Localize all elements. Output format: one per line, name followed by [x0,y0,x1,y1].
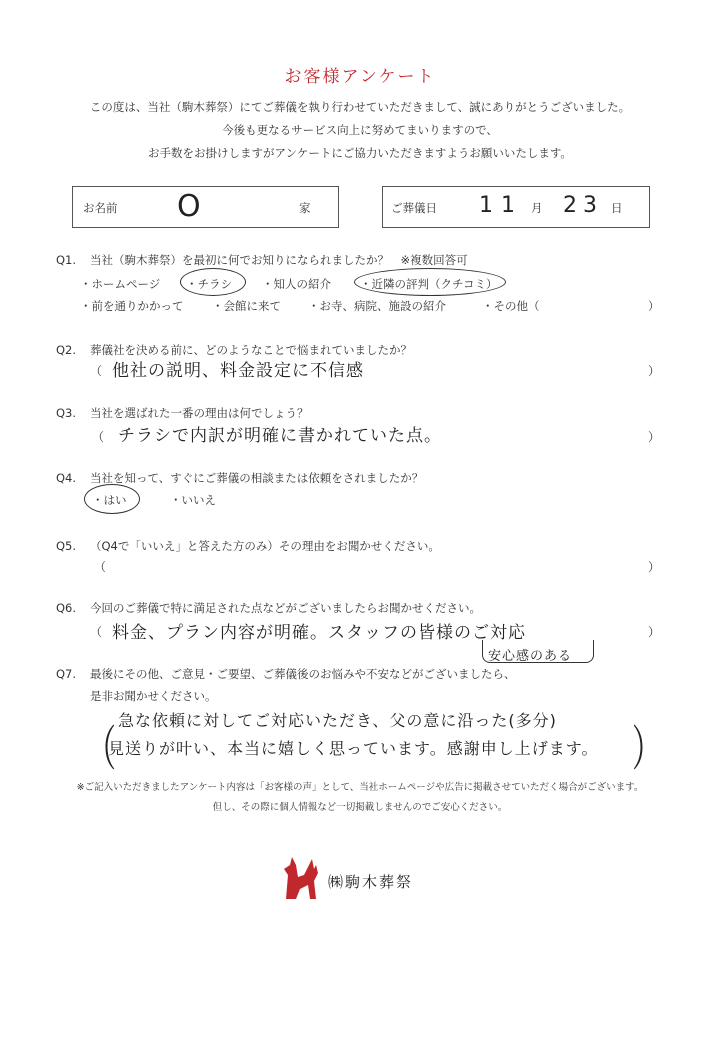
q2-close: ） [648,364,661,378]
name-value: O [177,189,202,224]
q5-text: （Q4で「いいえ」と答えた方のみ）その理由をお聞かせください。 [90,539,440,553]
intro-line-1: この度は、当社（駒木葬祭）にてご葬儀を執り行わせていただきまして、誠にありがとうございました。 [89,100,631,114]
q4-option-no[interactable]: ・いいえ [170,493,216,507]
q6-answer[interactable]: 料金、プラン内容が明確。スタッフの皆様のご対応 [112,623,526,643]
date-box[interactable] [382,186,650,228]
q4-option-yes[interactable]: ・はい [92,493,127,507]
q5-close: ） [648,560,661,574]
company-logo-icon [282,855,322,901]
q1-option-hall[interactable]: ・会館に来て [212,299,281,313]
name-label: お名前 [83,201,118,215]
q7-close: ） [632,721,662,778]
date-month-value: 11 [479,193,523,218]
q7-text-line1: 最後にその他、ご意見・ご要望、ご葬儀後のお悩みや不安などがございましたら、 [90,667,516,681]
q4-yes-circle [84,484,140,514]
q7-open: （ [86,721,116,778]
q6-text: 今回のご葬儀で特に満足された点などがございましたらお聞かせください。 [90,601,481,615]
q1-number: Q1. [56,253,77,267]
company-name: ㈱駒木葬祭 [328,873,414,891]
intro-line-3: お手数をお掛けしますがアンケートにご協力いただきますようお願いいたします。 [148,146,572,160]
q6-insert-bracket [482,640,594,663]
q1-option-friend[interactable]: ・知人の紹介 [262,277,331,291]
name-box[interactable] [72,186,339,228]
q3-close: ） [648,430,661,444]
q5-question [56,538,440,554]
q7-answer-line1[interactable]: 急な依頼に対してご対応いただき、父の意に沿った(多分) [118,711,557,730]
date-label: ご葬儀日 [391,201,437,215]
q2-text: 葬儀社を決める前に、どのようなことで悩まれていましたか？ [90,343,412,357]
q2-number: Q2. [56,343,77,357]
q1-option-flyer[interactable]: ・チラシ [186,277,232,291]
q1-option-neighbor[interactable]: ・近隣の評判（クチコミ） [360,277,498,291]
q1-text: 当社（駒木葬祭）を最初に何でお知りになられましたか？ ※複数回答可 [90,253,468,267]
q4-text: 当社を知って、すぐにご葬儀の相談または依頼をされましたか？ [90,471,424,485]
q2-answer[interactable]: 他社の説明、料金設定に不信感 [112,361,364,381]
q3-text: 当社を選ばれた一番の理由は何でしょう？ [90,406,309,420]
q1-question [56,252,468,268]
q7-question [56,666,516,682]
q1-option-temple[interactable]: ・お寺、病院、施設の紹介 [308,299,446,313]
footer-note-1: ※ご記入いただきましたアンケート内容は「お客様の声」として、当社ホームページや広告に掲載させていただく場合がございます。 [76,782,644,793]
q6-number: Q6. [56,601,77,615]
q2-open: （ [90,364,103,378]
q7-answer-line2[interactable]: 見送りが叶い、本当に嬉しく思っています。感謝申し上げます。 [108,739,599,758]
q1-option-homepage[interactable]: ・ホームページ [80,277,161,291]
q1-option-other[interactable]: ・その他（ [482,299,540,313]
intro-line-2: 今後も更なるサービス向上に努めてまいりますので、 [222,123,498,137]
q1-flyer-circle [180,268,246,296]
survey-title: お客様アンケート [284,67,436,87]
q3-answer[interactable]: チラシで内訳が明確に書かれていた点。 [118,426,442,446]
q6-open: （ [90,625,103,639]
q1-option-passing[interactable]: ・前を通りかかって [80,299,184,313]
q3-open: （ [92,430,105,444]
q3-number: Q3. [56,406,77,420]
q5-number: Q5. [56,539,77,553]
q3-question [56,405,309,421]
q5-open: （ [94,560,107,574]
date-month-label: 月 [531,201,543,215]
q6-question [56,600,481,616]
date-day-value: 23 [563,193,603,218]
footer-note-2: 但し、その際に個人情報など一切掲載しませんのでご安心ください。 [212,802,508,813]
q1-neighbor-circle [354,268,506,296]
q6-close: ） [648,625,661,639]
q4-number: Q4. [56,471,77,485]
q1-other-close: ） [648,299,660,313]
q7-text-line2: 是非お聞かせください。 [90,689,217,703]
name-suffix: 家 [299,201,311,215]
q6-insert: 安心感のある [488,649,573,664]
date-day-label: 日 [611,201,623,215]
q7-number: Q7. [56,667,77,681]
